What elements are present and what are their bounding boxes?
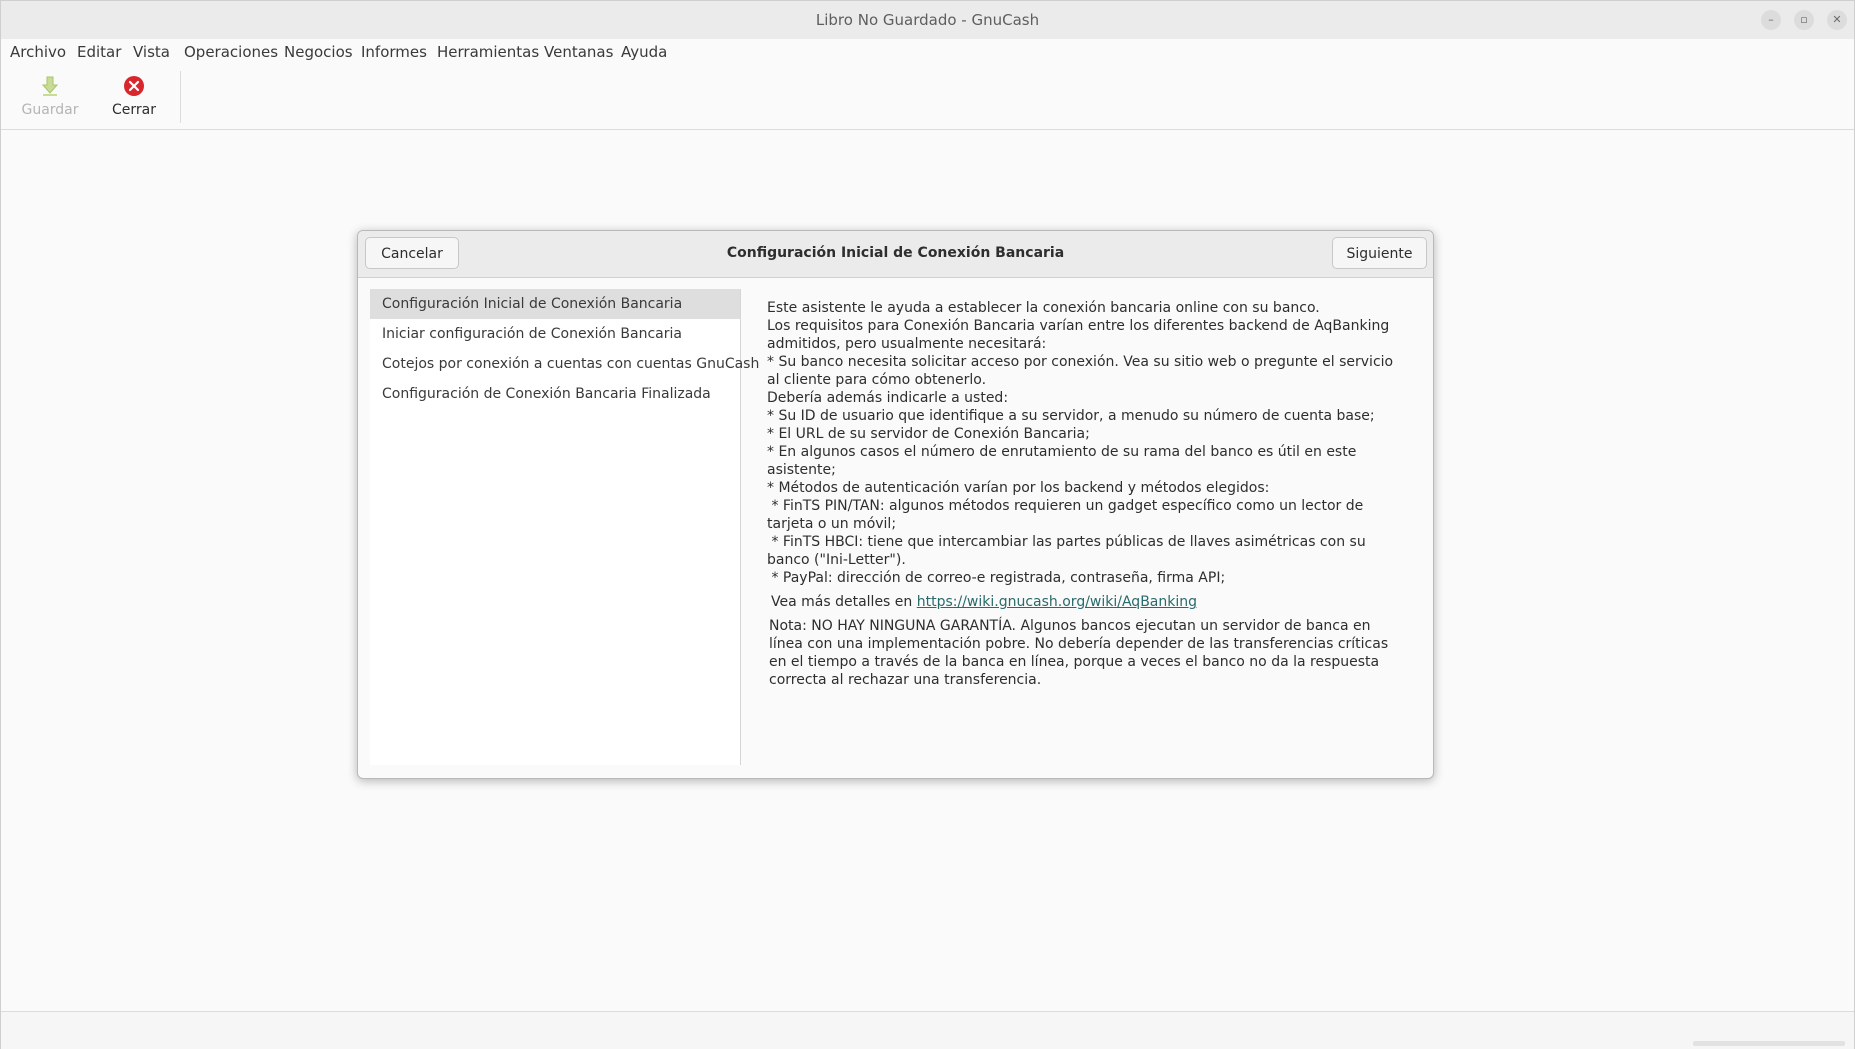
intro-text: Este asistente le ayuda a establecer la conexión bancaria online con su banco. Los requisitos para Conexión Bancaria varían entre los diferentes backend de AqBanking admitidos, pero usualmente necesitará: * Su banco necesita solicitar acceso por conexión. Vea su sitio web o pregunte el servicio al cliente para cómo obtenerlo. Debería además indicarle a usted: * Su ID de usuario que identifique a su servidor, a menudo su número de cuenta base; * El URL de su servidor de Conexión Bancaria; * En algunos casos el número de enrutamiento de su rama del banco es útil en este asistente; * Métodos de autenticación varían por los backend y métodos elegidos: * FinTS PIN/TAN: algunos métodos requieren un gadget específico como un lector de tarjeta o un móvil; * FinTS HBCI: tiene que intercambiar las partes públicas de llaves asimétricas con su banco ("Ini-Letter"). * PayPal: dirección de correo-e registrada, contraseña, firma API; bbox=[767, 300, 1394, 586]
status-bar bbox=[1, 1011, 1854, 1049]
assistant-steps-sidebar bbox=[370, 289, 760, 765]
bank-connection-assistant-dialog bbox=[357, 230, 1434, 779]
more-details-prefix: Vea más detalles en bbox=[771, 594, 917, 610]
close-circle-icon bbox=[123, 75, 145, 97]
close-book-button[interactable] bbox=[99, 65, 169, 129]
window-close-button[interactable]: ✕ bbox=[1827, 10, 1847, 30]
toolbar bbox=[1, 65, 1854, 130]
menu-operaciones[interactable]: Operaciones bbox=[184, 43, 279, 61]
save-down-arrow-icon bbox=[39, 75, 61, 97]
menu-ventanas[interactable]: Ventanas bbox=[544, 43, 614, 61]
menu-negocios[interactable]: Negocios bbox=[284, 43, 353, 61]
menu-editar[interactable]: Editar bbox=[77, 43, 122, 61]
menu-bar bbox=[1, 39, 1854, 65]
close-button-label: Cerrar bbox=[112, 102, 156, 118]
menu-archivo[interactable]: Archivo bbox=[10, 43, 67, 61]
assistant-content bbox=[767, 299, 1407, 689]
step-item-initial-setup[interactable]: Configuración Inicial de Conexión Bancaria bbox=[370, 289, 740, 319]
dialog-header bbox=[358, 231, 1433, 278]
step-item-start-setup[interactable]: Iniciar configuración de Conexión Bancaria bbox=[382, 326, 682, 342]
menu-vista[interactable]: Vista bbox=[133, 43, 170, 61]
toolbar-separator bbox=[180, 71, 181, 123]
maximize-button[interactable]: ▫ bbox=[1794, 10, 1814, 30]
menu-informes[interactable]: Informes bbox=[361, 43, 427, 61]
resize-grip[interactable] bbox=[1693, 1041, 1845, 1046]
save-button[interactable] bbox=[15, 65, 85, 129]
minimize-button[interactable]: – bbox=[1761, 10, 1781, 30]
cancel-button[interactable]: Cancelar bbox=[365, 237, 459, 269]
aqbanking-wiki-link[interactable]: https://wiki.gnucash.org/wiki/AqBanking bbox=[916, 594, 1198, 610]
menu-herramientas[interactable]: Herramientas bbox=[437, 43, 540, 61]
window-title: Libro No Guardado - GnuCash bbox=[815, 11, 1040, 29]
next-button[interactable]: Siguiente bbox=[1332, 237, 1427, 269]
more-details bbox=[771, 593, 1407, 611]
step-item-setup-finished[interactable]: Configuración de Conexión Bancaria Finalizada bbox=[382, 386, 711, 402]
title-bar[interactable] bbox=[1, 1, 1854, 39]
menu-ayuda[interactable]: Ayuda bbox=[621, 43, 668, 61]
warranty-note: Nota: NO HAY NINGUNA GARANTÍA. Algunos bancos ejecutan un servidor de banca en línea con una implementación pobre. No debería depender de las transferencias críticas en el tiempo a través de la banca en línea, porque a veces el banco no da la respuesta correcta al rechazar una transferencia. bbox=[769, 618, 1389, 688]
save-button-label: Guardar bbox=[21, 102, 79, 118]
step-item-account-matching[interactable]: Cotejos por conexión a cuentas con cuentas GnuCash bbox=[382, 356, 760, 372]
dialog-title: Configuración Inicial de Conexión Bancaria bbox=[726, 245, 1065, 261]
